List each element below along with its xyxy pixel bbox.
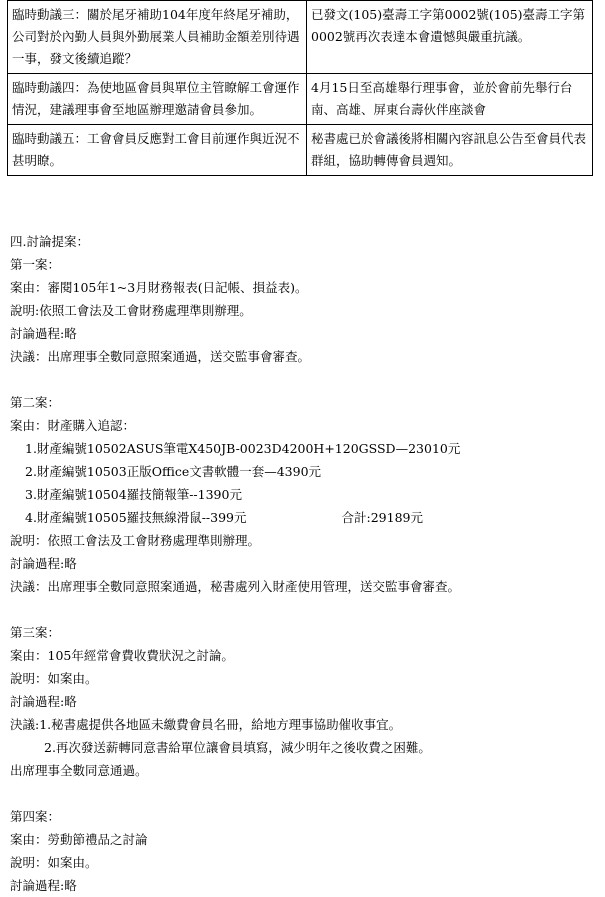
case-2-subject: 案由：財產購入追認： bbox=[10, 418, 136, 433]
section-heading: 四.討論提案： bbox=[10, 234, 89, 249]
response-cell: 4月15日至高雄舉行理事會，並於會前先舉行台南、高雄、屏東台壽伙伴座談會 bbox=[307, 74, 593, 125]
case-3-title: 第三案： bbox=[10, 625, 61, 640]
case-4-title: 第四案： bbox=[10, 809, 61, 824]
case-3-process: 討論過程:略 bbox=[10, 694, 77, 709]
case-2-item: 3.財產編號10504羅技簡報筆--1390元 bbox=[25, 487, 242, 502]
case-2-item: 4.財產編號10505羅技無線滑鼠--399元 bbox=[25, 510, 247, 525]
motion-cell: 臨時動議五：工會會員反應對工會目前運作與近況不甚明瞭。 bbox=[8, 125, 307, 176]
motions-table bbox=[7, 0, 593, 176]
response-cell: 秘書處已於會議後將相關內容訊息公告至會員代表群組，協助轉傳會員週知。 bbox=[307, 125, 593, 176]
case-2-item: 2.財產編號10503正版Office文書軟體一套—4390元 bbox=[25, 464, 322, 479]
case-3-explanation: 說明：如案由。 bbox=[10, 671, 98, 686]
case-2-total: 合計:29189元 bbox=[341, 510, 423, 525]
case-4-process: 討論過程:略 bbox=[10, 878, 77, 893]
case-3-resolution-1: 決議:1.秘書處提供各地區未繳費會員名冊，給地方理事協助催收事宜。 bbox=[10, 717, 402, 732]
motion-cell: 臨時動議三：關於尾牙補助104年度年終尾牙補助，公司對於內勤人員與外勤展業人員補助金額差別待遇一事，發文後續追蹤？ bbox=[8, 1, 307, 74]
case-1-subject: 案由：審閱105年1~3月財務報表(日記帳、損益表)。 bbox=[10, 280, 308, 295]
case-3-resolution-3: 出席理事全數同意通過。 bbox=[10, 763, 148, 778]
case-2-title: 第二案： bbox=[10, 395, 61, 410]
table-row bbox=[8, 74, 593, 125]
case-2-explanation: 說明：依照工會法及工會財務處理準則辦理。 bbox=[10, 533, 261, 548]
case-2-item-row bbox=[10, 506, 595, 529]
case-4-explanation: 說明：如案由。 bbox=[10, 855, 98, 870]
case-1-resolution: 決議：出席理事全數同意照案通過，送交監事會審查。 bbox=[10, 349, 311, 364]
case-2-item: 1.財產編號10502ASUS筆電X450JB-0023D4200H+120GSSD—23010元 bbox=[25, 441, 461, 456]
motion-cell: 臨時動議四：為使地區會員與單位主管瞭解工會運作情況，建議理事會至地區辦理邀請會員參加。 bbox=[8, 74, 307, 125]
case-1-process: 討論過程:略 bbox=[10, 326, 77, 341]
discussion-section bbox=[10, 230, 595, 897]
case-4-subject: 案由：勞動節禮品之討論 bbox=[10, 832, 148, 847]
case-2-process: 討論過程:略 bbox=[10, 556, 77, 571]
response-cell: 已發文(105)臺壽工字第0002號(105)臺壽工字第0002號再次表達本會遺憾與嚴重抗議。 bbox=[307, 1, 593, 74]
table-row bbox=[8, 125, 593, 176]
table-row bbox=[8, 1, 593, 74]
case-2-resolution: 決議：出席理事全數同意照案通過，秘書處列入財產使用管理，送交監事會審查。 bbox=[10, 579, 461, 594]
case-1-explanation: 說明:依照工會法及工會財務處理準則辦理。 bbox=[10, 303, 252, 318]
case-1-title: 第一案： bbox=[10, 257, 61, 272]
case-3-resolution-2: 2.再次發送薪轉同意書給單位讓會員填寫，減少明年之後收費之困難。 bbox=[44, 740, 431, 755]
case-3-subject: 案由：105年經常會費收費狀況之討論。 bbox=[10, 648, 234, 663]
